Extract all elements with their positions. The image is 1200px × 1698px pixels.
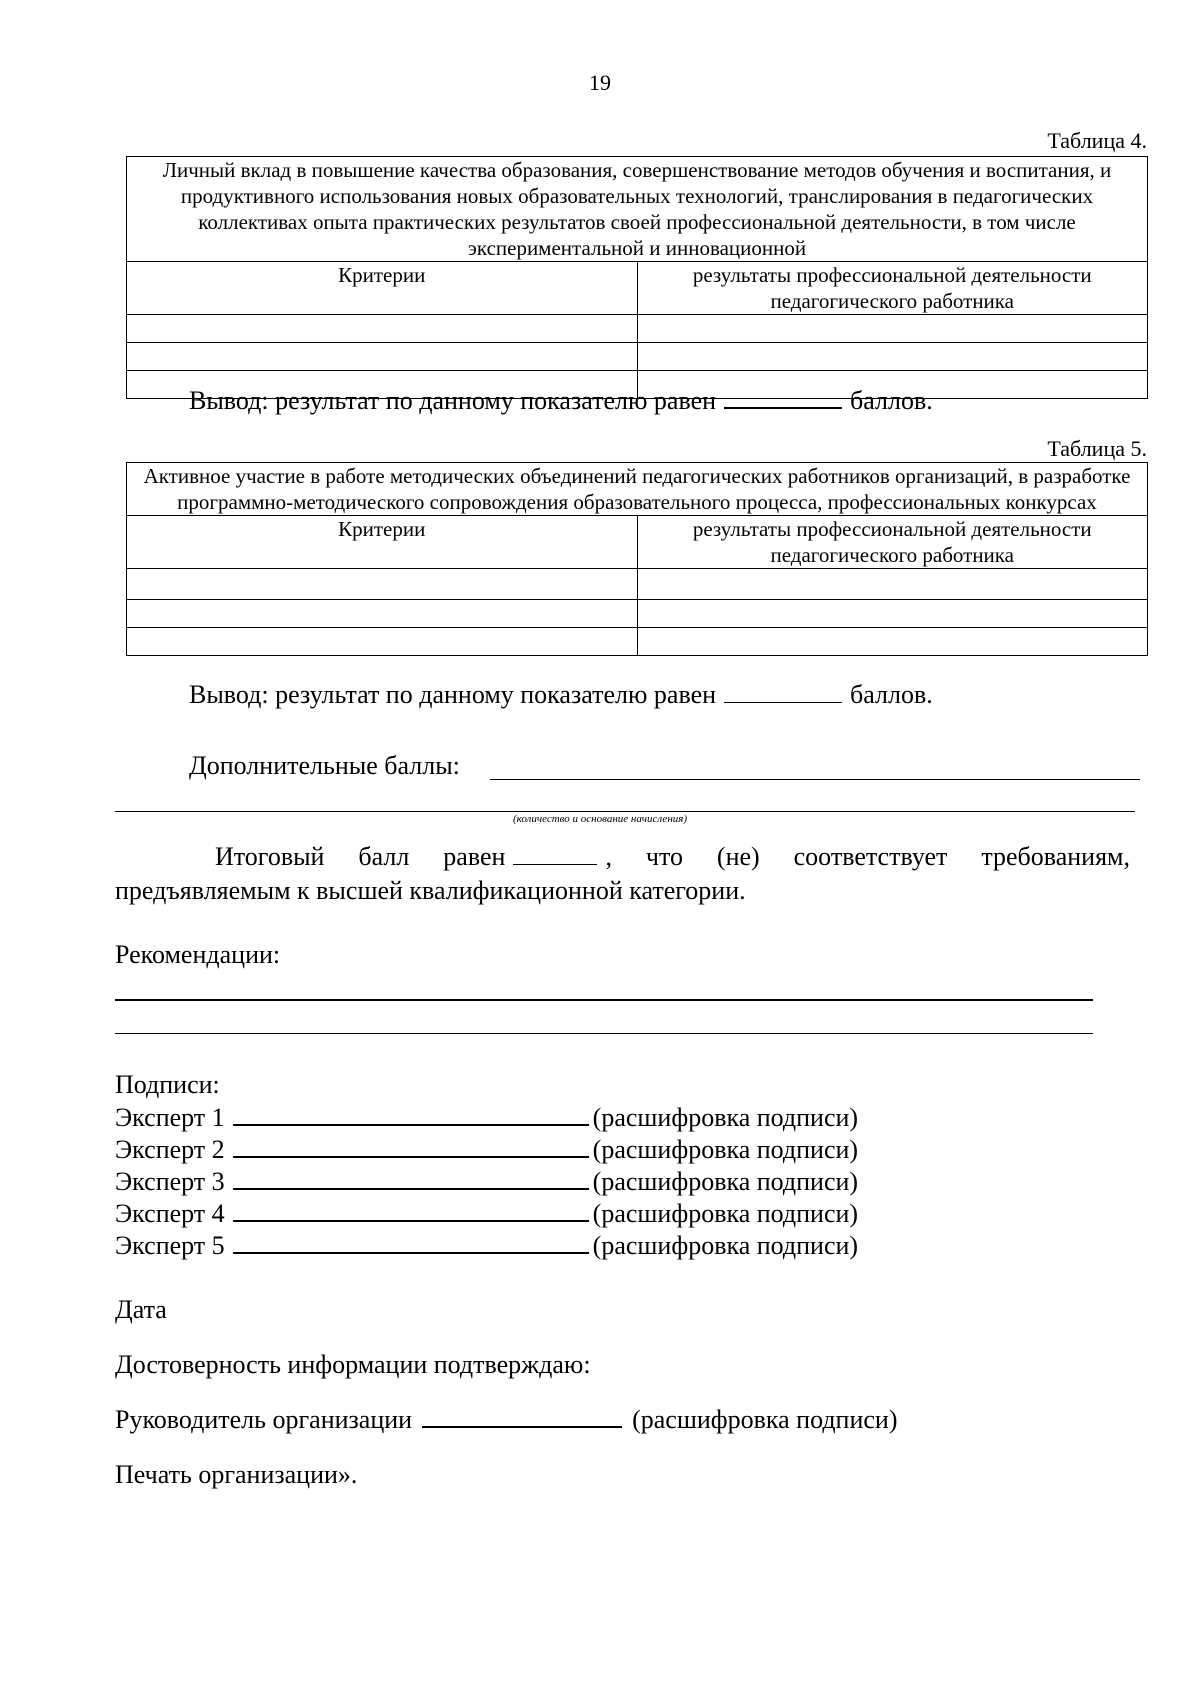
table5: [126, 462, 1148, 656]
table-cell[interactable]: [637, 600, 1148, 628]
table-cell[interactable]: [127, 600, 638, 628]
head-signature-row: [115, 1404, 898, 1436]
table-cell[interactable]: [637, 315, 1148, 343]
table5-col-criteria: Критерии: [127, 516, 638, 569]
table5-title: Активное участие в работе методических объединений педагогических работников организаций, в разработке программно-методического сопровождения образовательного процесса, профессиональных конкурсах: [127, 463, 1148, 516]
table5-score-field[interactable]: [724, 682, 842, 703]
table-cell[interactable]: [637, 628, 1148, 656]
additional-caption: (количество и основание начисления): [512, 813, 688, 825]
additional-points-label: Дополнительные баллы:: [189, 751, 460, 780]
table4-col-criteria: Критерии: [127, 262, 638, 315]
table4-score-field[interactable]: [724, 387, 842, 409]
head-label: Руководитель организации: [115, 1405, 413, 1434]
table5-conclusion-prefix: Вывод: результат по данному показателю равен: [189, 680, 717, 709]
table-cell[interactable]: [127, 569, 638, 600]
page-number: 19: [589, 70, 611, 95]
table-row: [127, 628, 1148, 656]
table-cell[interactable]: [127, 343, 638, 371]
table5-conclusion-suffix: баллов.: [850, 680, 933, 709]
table5-conclusion: [189, 680, 933, 710]
expert-signature-row: [115, 1134, 858, 1166]
date-label: Дата: [115, 1295, 167, 1324]
final-score-text-2: , что (не) соответствует требованиям, предъявляемым к высшей квалификационной категории.: [115, 842, 1130, 905]
seal-label: Печать организации».: [115, 1460, 358, 1489]
expert-signature-field[interactable]: [233, 1198, 589, 1222]
table4-label: Таблица 4.: [1047, 128, 1147, 153]
signatures-label: Подписи:: [115, 1070, 220, 1099]
expert-decode: (расшифровка подписи): [592, 1167, 859, 1196]
table4: [126, 156, 1148, 399]
recommendations-line-2[interactable]: [115, 1033, 1093, 1034]
expert-name: Эксперт 1: [115, 1103, 225, 1132]
expert-decode: (расшифровка подписи): [592, 1135, 859, 1164]
recommendations-line-1[interactable]: [115, 999, 1093, 1001]
expert-decode: (расшифровка подписи): [592, 1199, 859, 1228]
expert-name: Эксперт 2: [115, 1135, 225, 1164]
additional-basis-field[interactable]: [115, 811, 1135, 812]
expert-signature-row: [115, 1166, 858, 1198]
expert-signature-field[interactable]: [233, 1166, 589, 1190]
head-signature-field[interactable]: [422, 1404, 622, 1428]
table-cell[interactable]: [637, 569, 1148, 600]
table-cell[interactable]: [127, 628, 638, 656]
final-score-field[interactable]: [513, 846, 597, 865]
recommendations-label: Рекомендации:: [115, 940, 281, 969]
expert-signature-row: [115, 1198, 858, 1230]
additional-points: [189, 751, 460, 781]
table5-col-results: результаты профессиональной деятельности педагогического работника: [637, 516, 1148, 569]
expert-decode: (расшифровка подписи): [592, 1231, 859, 1260]
table-row: [127, 569, 1148, 600]
table4-conclusion-prefix: Вывод: результат по данному показателю равен: [189, 386, 717, 415]
expert-signature-field[interactable]: [233, 1230, 589, 1254]
table-row: [127, 600, 1148, 628]
expert-name: Эксперт 5: [115, 1231, 225, 1260]
additional-points-field[interactable]: [490, 779, 1140, 780]
head-decode: (расшифровка подписи): [632, 1405, 898, 1434]
expert-signature-row: [115, 1230, 858, 1262]
table4-col-results: результаты профессиональной деятельности педагогического работника: [637, 262, 1148, 315]
table-row: [127, 315, 1148, 343]
final-score-paragraph: [115, 840, 1130, 908]
final-score-text-1: Итоговый балл равен: [215, 842, 506, 871]
table4-conclusion: [189, 386, 933, 416]
confirm-label: Достоверность информации подтверждаю:: [115, 1350, 591, 1379]
expert-signature-field[interactable]: [233, 1102, 589, 1126]
expert-signature-row: [115, 1102, 858, 1134]
table-row: [127, 343, 1148, 371]
table5-label: Таблица 5.: [1047, 436, 1147, 461]
table4-title: Личный вклад в повышение качества образования, совершенствование методов обучения и воспитания, и продуктивного использования новых образовательных технологий, транслирования в педагогических коллективах опыта практических результатов своей профессиональной деятельности, в том числе экспериментальной и инновационной: [127, 157, 1148, 262]
table-cell[interactable]: [127, 315, 638, 343]
expert-name: Эксперт 3: [115, 1167, 225, 1196]
table4-conclusion-suffix: баллов.: [850, 386, 933, 415]
expert-signature-field[interactable]: [233, 1134, 589, 1158]
expert-decode: (расшифровка подписи): [592, 1103, 859, 1132]
table-cell[interactable]: [637, 343, 1148, 371]
expert-name: Эксперт 4: [115, 1199, 225, 1228]
